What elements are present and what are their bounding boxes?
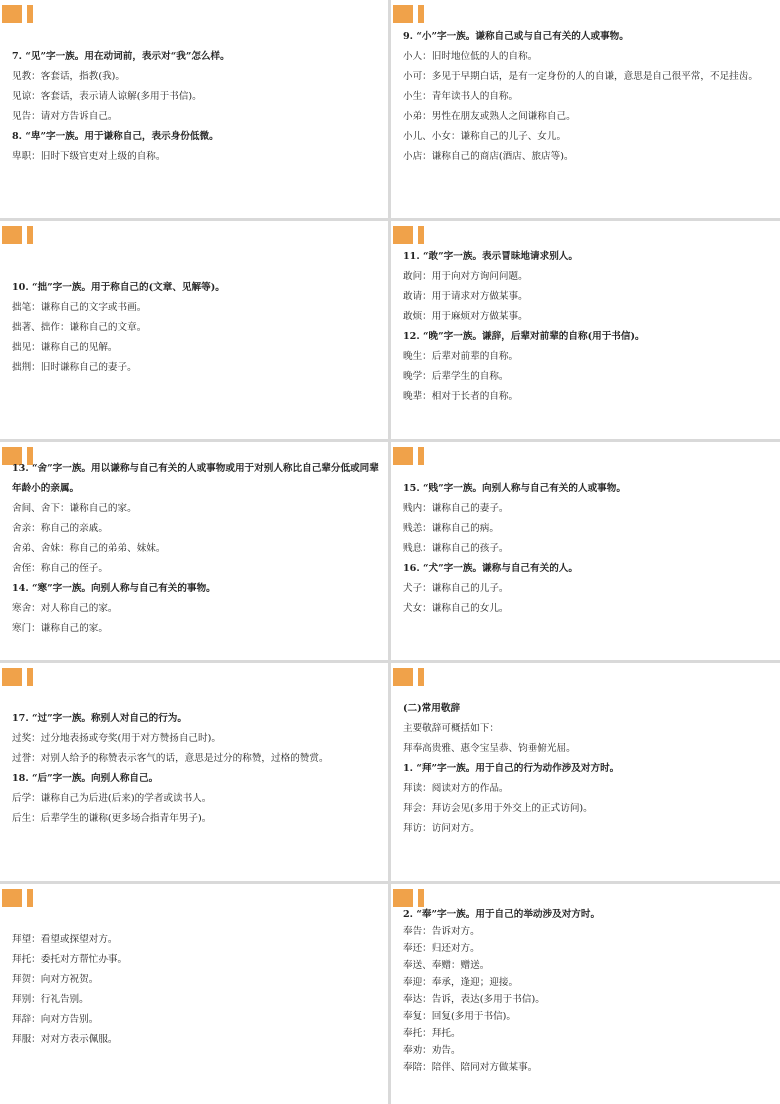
slide-panel-8	[391, 663, 780, 881]
text-line: 晚生：后辈对前辈的自称。	[403, 351, 519, 362]
text-line: 拜辞：向对方告别。	[12, 1014, 99, 1025]
text-line: 拙见：谦称自己的见解。	[12, 342, 118, 353]
text-line: 7. “见”字一族。用在动词前，表示对“我”怎么样。	[12, 51, 230, 62]
text-line: 拜服：对对方表示佩服。	[12, 1034, 118, 1045]
text-line: 后生：后辈学生的谦称(更多场合指青年男子)。	[12, 813, 212, 824]
text-line: 拜贺：向对方祝贺。	[12, 974, 99, 985]
text-line: 拙著、拙作：谦称自己的文章。	[12, 322, 147, 333]
text-line: 卑职：旧时下级官吏对上级的自称。	[12, 151, 166, 162]
text-line: 奉迎：奉承，逢迎；迎接。	[403, 977, 519, 988]
text-line: 奉劝：劝告。	[403, 1045, 461, 1056]
text-line: 奉送、奉赠：赠送。	[403, 960, 490, 971]
text-line: 小生：青年读书人的自称。	[403, 91, 519, 102]
panel-1-text	[12, 47, 380, 167]
text-line: 小人：旧时地位低的人的自称。	[403, 51, 538, 62]
panel-5-text	[12, 459, 380, 639]
text-line: 见教：客套话，指教(我)。	[12, 71, 126, 82]
text-line: 奉陪：陪伴、陪同对方做某事。	[403, 1062, 538, 1073]
slide-panel-5	[0, 442, 388, 660]
panel-6-text	[403, 479, 772, 619]
text-line: 17. “过”字一族。称别人对自己的行为。	[12, 713, 187, 724]
panel-10-text	[403, 906, 772, 1076]
text-line: 15. “贱”字一族。向别人称与自己有关的人或事物。	[403, 483, 626, 494]
text-line: 拜托：委托对方帮忙办事。	[12, 954, 128, 965]
text-line: 贱息：谦称自己的孩子。	[403, 543, 509, 554]
orange-logo-icon	[2, 889, 34, 907]
text-line: 晚辈：相对于长者的自称。	[403, 391, 519, 402]
text-line: 主要敬辞可概括如下：	[403, 723, 499, 734]
text-line: 敢烦：用于麻烦对方做某事。	[403, 311, 528, 322]
text-line: 贱内：谦称自己的妻子。	[403, 503, 509, 514]
text-line: 奉告：告诉对方。	[403, 926, 480, 937]
text-line: 贱恙：谦称自己的病。	[403, 523, 499, 534]
text-line: 舍亲：称自己的亲戚。	[12, 523, 108, 534]
text-line: 11. “敢”字一族。表示冒昧地请求别人。	[403, 251, 578, 262]
slide-panel-7	[0, 663, 388, 881]
text-line: 奉还：归还对方。	[403, 943, 480, 954]
panel-4-text	[403, 247, 772, 407]
text-line: 小儿、小女：谦称自己的儿子、女儿。	[403, 131, 567, 142]
text-line: 13. “舍”字一族。用以谦称与自己有关的人或事物或用于对别人称比自己辈分低或同辈年龄小的亲属。	[12, 463, 379, 494]
text-line: 18. “后”字一族。向别人称自己。	[12, 773, 159, 784]
text-line: 拜别：行礼告别。	[12, 994, 89, 1005]
orange-logo-icon	[393, 447, 425, 465]
text-line: 犬子：谦称自己的儿子。	[403, 583, 509, 594]
orange-logo-icon	[393, 5, 425, 23]
text-line: 舍弟、舍妹：称自己的弟弟、妹妹。	[12, 543, 166, 554]
text-line: 12. “晚”字一族。谦辞，后辈对前辈的自称(用于书信)。	[403, 331, 645, 342]
text-line: 拜望：看望或探望对方。	[12, 934, 118, 945]
text-line: 寒舍：对人称自己的家。	[12, 603, 118, 614]
text-line: 见谅：客套话，表示请人谅解(多用于书信)。	[12, 91, 202, 102]
text-line: 犬女：谦称自己的女儿。	[403, 603, 509, 614]
slide-panel-4	[391, 221, 780, 439]
text-line: 奉达：告诉，表达(多用于书信)。	[403, 994, 545, 1005]
text-line: 寒门：谦称自己的家。	[12, 623, 108, 634]
text-line: 2. “奉”字一族。用于自己的举动涉及对方时。	[403, 909, 601, 920]
text-line: 小店：谦称自己的商店(酒店、旅店等)。	[403, 151, 574, 162]
panel-7-text	[12, 709, 380, 829]
slide-panel-3	[0, 221, 388, 439]
text-line: 敢问：用于向对方询问问题。	[403, 271, 528, 282]
orange-logo-icon	[2, 226, 34, 244]
text-line: 见告：请对方告诉自己。	[12, 111, 118, 122]
text-line: 10. “拙”字一族。用于称自己的(文章、见解等)。	[12, 282, 225, 293]
text-line: 拜会：拜访会见(多用于外交上的正式访问)。	[403, 803, 593, 814]
text-line: 拜访：访问对方。	[403, 823, 480, 834]
slide-panel-1	[0, 0, 388, 218]
section-heading: (二)常用敬辞	[403, 703, 461, 714]
text-line: 9. “小”字一族。谦称自己或与自己有关的人或事物。	[403, 31, 629, 42]
text-line: 14. “寒”字一族。向别人称与自己有关的事物。	[12, 583, 216, 594]
text-line: 舍侄：称自己的侄子。	[12, 563, 108, 574]
slide-panel-6	[391, 442, 780, 660]
text-line: 16. “犬”字一族。谦称与自己有关的人。	[403, 563, 578, 574]
text-line: 拜读：阅读对方的作品。	[403, 783, 509, 794]
slide-panel-9	[0, 884, 388, 1104]
orange-logo-icon	[393, 226, 425, 244]
panel-8-text	[403, 699, 772, 839]
text-line: 后学：谦称自己为后进(后来)的学者或读书人。	[12, 793, 212, 804]
text-line: 1. “拜”字一族。用于自己的行为动作涉及对方时。	[403, 763, 620, 774]
orange-logo-icon	[2, 668, 34, 686]
text-line: 晚学：后辈学生的自称。	[403, 371, 509, 382]
orange-logo-icon	[2, 5, 34, 23]
panel-3-text	[12, 278, 380, 378]
slide-panel-10	[391, 884, 780, 1104]
text-line: 过誉：对别人给予的称赞表示客气的话，意思是过分的称赞，过格的赞赏。	[12, 753, 329, 764]
text-line: 舍间、舍下：谦称自己的家。	[12, 503, 137, 514]
text-line: 小可：多见于早期白话，是有一定身份的人的自谦，意思是自己很平常，不足挂齿。	[403, 71, 758, 82]
text-line: 过奖：过分地表扬或夸奖(用于对方赞扬自己时)。	[12, 733, 221, 744]
text-line: 奉托：拜托。	[403, 1028, 461, 1039]
orange-logo-icon	[393, 889, 425, 907]
text-line: 敢请：用于请求对方做某事。	[403, 291, 528, 302]
text-line: 拙笔：谦称自己的文字或书画。	[12, 302, 147, 313]
text-line: 小弟：男性在朋友或熟人之间谦称自己。	[403, 111, 576, 122]
panel-2-text	[403, 27, 772, 167]
text-line: 拙荆：旧时谦称自己的妻子。	[12, 362, 137, 373]
text-line: 拜奉高贵雅、惠令宝呈恭、钧垂俯光屈。	[403, 743, 576, 754]
text-line: 奉复：回复(多用于书信)。	[403, 1011, 517, 1022]
orange-logo-icon	[393, 668, 425, 686]
text-line: 8. “卑”字一族。用于谦称自己，表示身份低微。	[12, 131, 219, 142]
panel-9-text	[12, 930, 380, 1050]
slide-panel-2	[391, 0, 780, 218]
